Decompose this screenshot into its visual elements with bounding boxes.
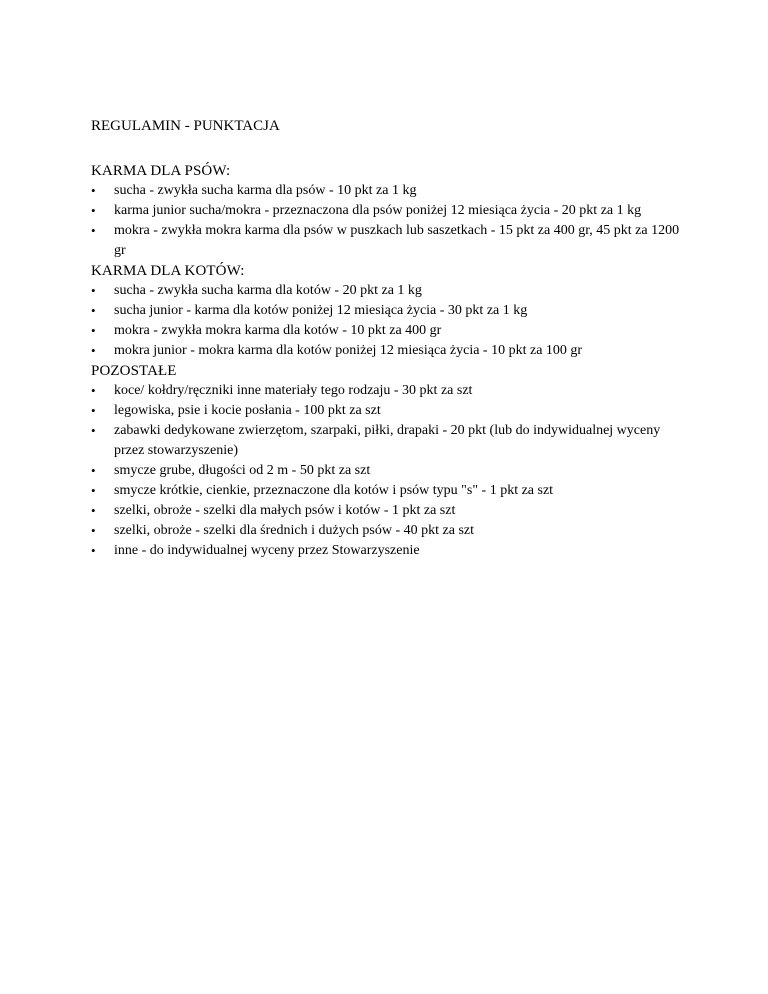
item-text: sucha - zwykła sucha karma dla psów - 10 pkt za 1 kg [114, 183, 417, 198]
bullet-icon: • [91, 303, 96, 318]
item-text: sucha junior - karma dla kotów poniżej 12 miesiąca życia - 30 pkt za 1 kg [114, 303, 528, 318]
list-item [91, 181, 681, 201]
list-item [91, 501, 681, 521]
list-item [91, 381, 681, 401]
bullet-icon: • [91, 343, 96, 358]
item-text: szelki, obroże - szelki dla małych psów i kotów - 1 pkt za szt [114, 503, 456, 518]
bullet-icon: • [91, 543, 96, 558]
list-item [91, 521, 681, 541]
section-cat-food [91, 261, 681, 361]
item-text: mokra - zwykła mokra karma dla psów w puszkach lub saszetkach - 15 pkt za 400 gr, 45 pkt za 1200 gr [114, 223, 680, 258]
item-text: mokra junior - mokra karma dla kotów poniżej 12 miesiąca życia - 10 pkt za 100 gr [114, 343, 583, 358]
section-heading: KARMA DLA KOTÓW: [91, 263, 245, 279]
document-title: REGULAMIN - PUNKTACJA [91, 118, 280, 134]
list-item [91, 541, 681, 561]
bullet-icon: • [91, 183, 96, 198]
bullet-icon: • [91, 323, 96, 338]
bullet-icon: • [91, 523, 96, 538]
list-item [91, 401, 681, 421]
section-heading: KARMA DLA PSÓW: [91, 163, 231, 179]
list-item [91, 481, 681, 501]
bullet-icon: • [91, 223, 96, 238]
list-item [91, 421, 681, 461]
bullet-icon: • [91, 383, 96, 398]
list-item [91, 341, 681, 361]
item-text: sucha - zwykła sucha karma dla kotów - 20 pkt za 1 kg [114, 283, 422, 298]
item-text: karma junior sucha/mokra - przeznaczona dla psów poniżej 12 miesiąca życia - 20 pkt za 1 kg [114, 203, 642, 218]
item-list [91, 281, 681, 361]
list-item [91, 461, 681, 481]
section-dog-food [91, 161, 681, 261]
list-item [91, 221, 681, 261]
item-text: koce/ kołdry/ręczniki inne materiały tego rodzaju - 30 pkt za szt [114, 383, 473, 398]
list-item [91, 281, 681, 301]
bullet-icon: • [91, 203, 96, 218]
section-other [91, 361, 681, 561]
bullet-icon: • [91, 423, 96, 438]
bullet-icon: • [91, 503, 96, 518]
list-item [91, 321, 681, 341]
bullet-icon: • [91, 463, 96, 478]
item-text: smycze krótkie, cienkie, przeznaczone dla kotów i psów typu "s" - 1 pkt za szt [114, 483, 554, 498]
bullet-icon: • [91, 283, 96, 298]
list-item [91, 301, 681, 321]
document-page [91, 116, 681, 561]
bullet-icon: • [91, 483, 96, 498]
item-text: legowiska, psie i kocie posłania - 100 pkt za szt [114, 403, 381, 418]
item-text: smycze grube, długości od 2 m - 50 pkt za szt [114, 463, 371, 478]
list-item [91, 201, 681, 221]
item-list [91, 381, 681, 561]
bullet-icon: • [91, 403, 96, 418]
item-text: inne - do indywidualnej wyceny przez Stowarzyszenie [114, 543, 420, 558]
item-text: mokra - zwykła mokra karma dla kotów - 10 pkt za 400 gr [114, 323, 442, 338]
title-spacer [91, 136, 681, 161]
item-list [91, 181, 681, 261]
item-text: szelki, obroże - szelki dla średnich i dużych psów - 40 pkt za szt [114, 523, 475, 538]
item-text: zabawki dedykowane zwierzętom, szarpaki, piłki, drapaki - 20 pkt (lub do indywidualnej wyceny przez stowarzyszenie) [114, 423, 661, 458]
section-heading: POZOSTAŁE [91, 363, 177, 379]
